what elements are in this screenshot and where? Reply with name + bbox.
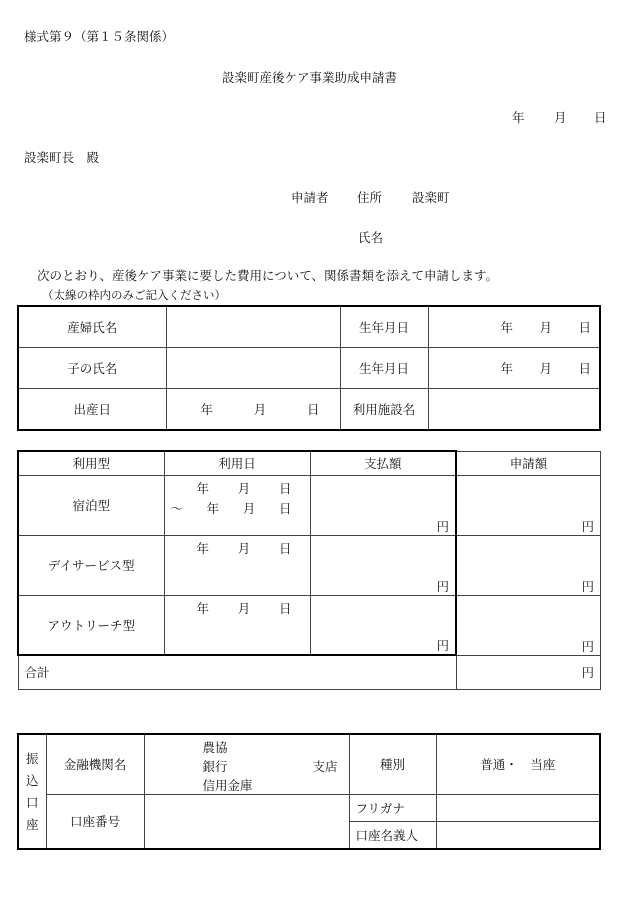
name-label: 氏名 [358,230,384,245]
date-day: 日 [594,110,607,125]
account-number-label: 口座番号 [46,794,144,849]
facility-label: 利用施設名 [340,389,428,431]
mother-name-field[interactable] [166,306,340,348]
bank-type-bank: 銀行 [202,759,228,775]
note-text: （太線の枠内のみご記入ください） [42,288,226,302]
outreach-paid-field[interactable]: 円 [310,595,456,655]
kind-select[interactable]: 普通・ 当座 [436,734,600,794]
bank-account-table [17,733,601,850]
bank-type-nokyo: 農協 [202,740,228,756]
outreach-claim-field[interactable]: 円 [456,595,601,655]
header-claim-amount: 申請額 [456,451,601,475]
mother-dob-field[interactable]: 年 月 日 [428,306,600,348]
account-number-field[interactable] [144,794,349,849]
facility-field[interactable] [428,389,600,431]
header-paid-amount: 支払額 [310,451,456,475]
holder-label: 口座名義人 [349,821,436,849]
total-claim-field[interactable]: 円 [456,655,601,689]
institution-label: 金融機関名 [46,734,144,794]
mother-dob-label: 生年月日 [340,306,428,348]
date-month: 月 [554,110,567,125]
dayservice-date-field[interactable]: 年 月 日 [164,535,310,595]
row-outreach-label: アウトリーチ型 [18,595,164,655]
dayservice-paid-field[interactable]: 円 [310,535,456,595]
child-dob-field[interactable]: 年 月 日 [428,348,600,389]
addressee: 設楽町長 殿 [24,150,100,165]
header-usage-date: 利用日 [164,451,310,475]
child-name-field[interactable] [166,348,340,389]
child-dob-label: 生年月日 [340,348,428,389]
overnight-claim-field[interactable]: 円 [456,475,601,535]
applicant-label: 申請者 [291,190,329,205]
dayservice-claim-field[interactable]: 円 [456,535,601,595]
overnight-paid-field[interactable]: 円 [310,475,456,535]
date-year: 年 [512,110,525,125]
form-title: 設楽町産後ケア事業助成申請書 [222,70,398,85]
bank-type-shinkin: 信用金庫 [202,778,253,794]
child-name-label: 子の氏名 [18,348,166,389]
address-label: 住所 [357,190,383,205]
total-label: 合計 [18,655,456,689]
institution-field[interactable] [144,734,349,794]
header-usage-type: 利用型 [18,451,164,475]
kind-label: 種別 [349,734,436,794]
mother-name-label: 産婦氏名 [18,306,166,348]
row-overnight-label: 宿泊型 [18,475,164,535]
form-number: 様式第９（第１５条関係） [24,29,175,44]
applicant-info-table [17,305,601,431]
branch-label: 支店 [312,759,338,775]
birth-date-label: 出産日 [18,389,166,431]
intro-text: 次のとおり、産後ケア事業に要した費用について、関係書類を添えて申請します。 [37,268,499,283]
row-dayservice-label: デイサービス型 [18,535,164,595]
usage-table [17,450,601,690]
transfer-account-label: 振 込 口 座 [18,734,46,849]
birth-date-field[interactable]: 年 月 日 [166,389,340,431]
holder-field[interactable] [436,821,600,849]
overnight-date-field[interactable]: 年 月 日 〜 年 月 日 [164,475,310,535]
outreach-date-field[interactable]: 年 月 日 [164,595,310,655]
furigana-label: フリガナ [349,794,436,821]
furigana-field[interactable] [436,794,600,821]
address-value: 設楽町 [412,190,450,205]
